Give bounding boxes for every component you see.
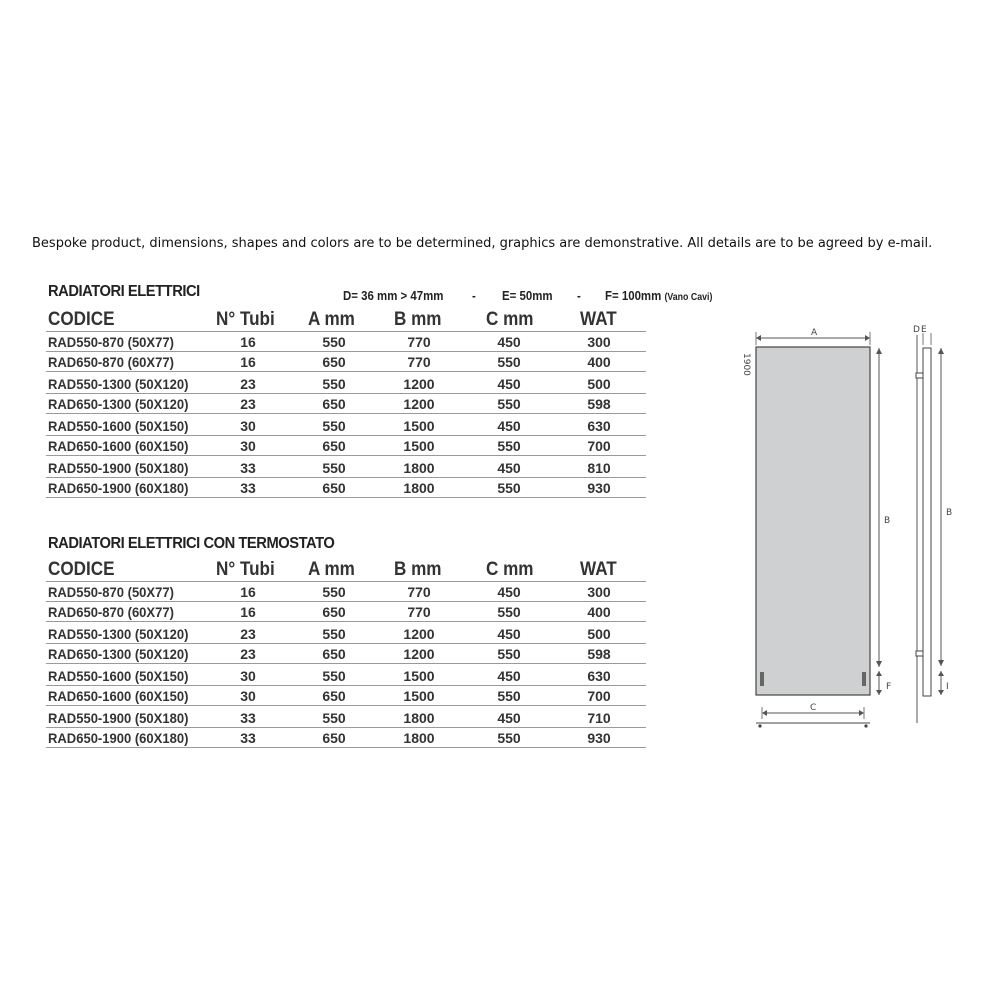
cell-a: 650 [322, 646, 346, 662]
cell-wat: 400 [587, 354, 611, 370]
cell-c: 550 [497, 396, 521, 412]
thermostat-radiator-table [46, 559, 646, 748]
cell-code: RAD650-1300 (50X120) [48, 396, 189, 412]
cell-a: 650 [322, 396, 346, 412]
table2-title: RADIATORI ELETTRICI CON TERMOSTATO [48, 535, 335, 552]
cell-wat: 400 [587, 604, 611, 620]
header-wat: WAT [580, 559, 617, 580]
cell-c: 450 [497, 418, 521, 434]
table-row [46, 352, 646, 372]
cell-c: 450 [497, 584, 521, 600]
cell-wat: 930 [587, 730, 611, 746]
spec-e: E= 50mm [502, 288, 553, 303]
cell-b: 1200 [403, 646, 435, 662]
disclaimer-note: Bespoke product, dimensions, shapes and colors are to be determined, graphics are demonstrative. All details are to be agreed by e-mail. [32, 236, 933, 251]
cell-c: 450 [497, 710, 521, 726]
cell-a: 650 [322, 604, 346, 620]
cell-a: 550 [322, 710, 346, 726]
cell-c: 550 [497, 646, 521, 662]
cell-code: RAD650-1900 (60X180) [48, 480, 189, 496]
table-row [46, 416, 646, 436]
table-row [46, 624, 646, 644]
header-tubes: N° Tubi [216, 309, 275, 330]
header-a: A mm [308, 309, 355, 330]
cell-b: 1500 [403, 688, 435, 704]
cell-a: 550 [322, 418, 346, 434]
label-f: F [886, 682, 892, 692]
cell-b: 770 [407, 604, 431, 620]
radiator-panel [756, 347, 870, 695]
table-row [46, 436, 646, 456]
cell-tubes: 30 [240, 668, 256, 684]
cell-b: 770 [407, 354, 431, 370]
cell-wat: 810 [587, 460, 611, 476]
spec-d: D= 36 mm > 47mm [343, 288, 444, 303]
cell-b: 1500 [403, 668, 435, 684]
cell-tubes: 23 [240, 396, 256, 412]
cell-a: 650 [322, 688, 346, 704]
cell-a: 550 [322, 668, 346, 684]
cell-c: 550 [497, 604, 521, 620]
cell-c: 450 [497, 626, 521, 642]
table-row [46, 582, 646, 602]
table-row [46, 458, 646, 478]
cell-tubes: 16 [240, 584, 256, 600]
wall-bracket-bottom [916, 651, 923, 656]
fixing-point [864, 724, 867, 727]
label-e: E [921, 325, 927, 335]
fixing-point [758, 724, 761, 727]
header-tubes: N° Tubi [216, 559, 275, 580]
cell-wat: 630 [587, 418, 611, 434]
cell-wat: 930 [587, 480, 611, 496]
radiator-technical-drawing [720, 315, 970, 740]
label-i: I [946, 682, 949, 692]
radiator-table [46, 309, 646, 498]
table-row [46, 666, 646, 686]
cell-code: RAD550-1900 (50X180) [48, 460, 189, 476]
header-b: B mm [394, 559, 442, 580]
cell-code: RAD650-870 (60X77) [48, 604, 174, 620]
cell-b: 770 [407, 584, 431, 600]
cell-b: 1500 [403, 418, 435, 434]
cell-code: RAD650-1900 (60X180) [48, 730, 189, 746]
cell-tubes: 33 [240, 460, 256, 476]
cell-wat: 630 [587, 668, 611, 684]
cell-b: 1200 [403, 376, 435, 392]
cell-tubes: 33 [240, 480, 256, 496]
cell-code: RAD650-1300 (50X120) [48, 646, 189, 662]
header-c: C mm [486, 559, 534, 580]
table1-title: RADIATORI ELETTRICI [48, 283, 200, 300]
spec-f-note: (Vano Cavi) [664, 292, 713, 303]
cell-tubes: 16 [240, 604, 256, 620]
cell-wat: 700 [587, 438, 611, 454]
header-a: A mm [308, 559, 355, 580]
cell-b: 1800 [403, 480, 435, 496]
cell-c: 450 [497, 460, 521, 476]
cell-wat: 598 [587, 646, 611, 662]
cell-wat: 300 [587, 584, 611, 600]
table-row [46, 728, 646, 748]
table-row [46, 602, 646, 622]
cell-a: 550 [322, 584, 346, 600]
spec-f-value: F= 100mm [605, 288, 662, 303]
cell-wat: 598 [587, 396, 611, 412]
side-panel [923, 348, 931, 696]
cell-c: 550 [497, 480, 521, 496]
table-header [46, 309, 646, 332]
cell-a: 550 [322, 460, 346, 476]
table-header [46, 559, 646, 582]
cell-c: 450 [497, 334, 521, 350]
header-b: B mm [394, 309, 442, 330]
cell-wat: 700 [587, 688, 611, 704]
table-row [46, 644, 646, 664]
cell-b: 1200 [403, 626, 435, 642]
cell-a: 650 [322, 438, 346, 454]
table-row [46, 686, 646, 706]
table-row [46, 394, 646, 414]
cell-tubes: 33 [240, 730, 256, 746]
cell-a: 550 [322, 376, 346, 392]
cell-code: RAD650-1600 (60X150) [48, 688, 189, 704]
cell-b: 1800 [403, 460, 435, 476]
spec-f [605, 288, 712, 303]
cell-code: RAD550-1600 (50X150) [48, 668, 189, 684]
cell-b: 1800 [403, 730, 435, 746]
cell-a: 650 [322, 730, 346, 746]
cell-a: 650 [322, 354, 346, 370]
cell-code: RAD650-1600 (60X150) [48, 438, 189, 454]
cell-c: 550 [497, 730, 521, 746]
cell-wat: 710 [587, 710, 611, 726]
cell-code: RAD550-1300 (50X120) [48, 626, 189, 642]
cell-wat: 500 [587, 376, 611, 392]
cell-tubes: 33 [240, 710, 256, 726]
panel-foot-left [760, 672, 764, 686]
wall-bracket-top [916, 373, 923, 378]
cell-tubes: 23 [240, 646, 256, 662]
cell-a: 550 [322, 626, 346, 642]
label-a: A [811, 328, 818, 338]
cell-c: 550 [497, 438, 521, 454]
cell-tubes: 23 [240, 376, 256, 392]
cell-tubes: 30 [240, 688, 256, 704]
cell-tubes: 23 [240, 626, 256, 642]
cell-wat: 300 [587, 334, 611, 350]
cell-wat: 500 [587, 626, 611, 642]
table-row [46, 332, 646, 352]
spec-separator-1: - [472, 288, 476, 303]
cell-code: RAD550-1900 (50X180) [48, 710, 189, 726]
table-row [46, 478, 646, 498]
cell-code: RAD550-1300 (50X120) [48, 376, 189, 392]
label-c: C [810, 703, 817, 713]
label-height: 1900 [741, 353, 751, 376]
header-c: C mm [486, 309, 534, 330]
cell-c: 450 [497, 668, 521, 684]
spec-separator-2: - [577, 288, 581, 303]
panel-foot-right [862, 672, 866, 686]
cell-b: 1800 [403, 710, 435, 726]
cell-b: 1200 [403, 396, 435, 412]
header-code: CODICE [48, 309, 115, 330]
cell-code: RAD650-870 (60X77) [48, 354, 174, 370]
cell-tubes: 30 [240, 418, 256, 434]
cell-tubes: 16 [240, 334, 256, 350]
table-row [46, 374, 646, 394]
cell-a: 550 [322, 334, 346, 350]
label-d: D [913, 325, 920, 335]
label-b: B [884, 516, 891, 526]
cell-code: RAD550-870 (50X77) [48, 334, 174, 350]
cell-b: 770 [407, 334, 431, 350]
cell-a: 650 [322, 480, 346, 496]
label-b-side: B [946, 508, 953, 518]
header-wat: WAT [580, 309, 617, 330]
cell-c: 550 [497, 354, 521, 370]
cell-tubes: 30 [240, 438, 256, 454]
cell-tubes: 16 [240, 354, 256, 370]
cell-c: 450 [497, 376, 521, 392]
cell-code: RAD550-1600 (50X150) [48, 418, 189, 434]
cell-code: RAD550-870 (50X77) [48, 584, 174, 600]
header-code: CODICE [48, 559, 115, 580]
table-row [46, 708, 646, 728]
cell-c: 550 [497, 688, 521, 704]
cell-b: 1500 [403, 438, 435, 454]
